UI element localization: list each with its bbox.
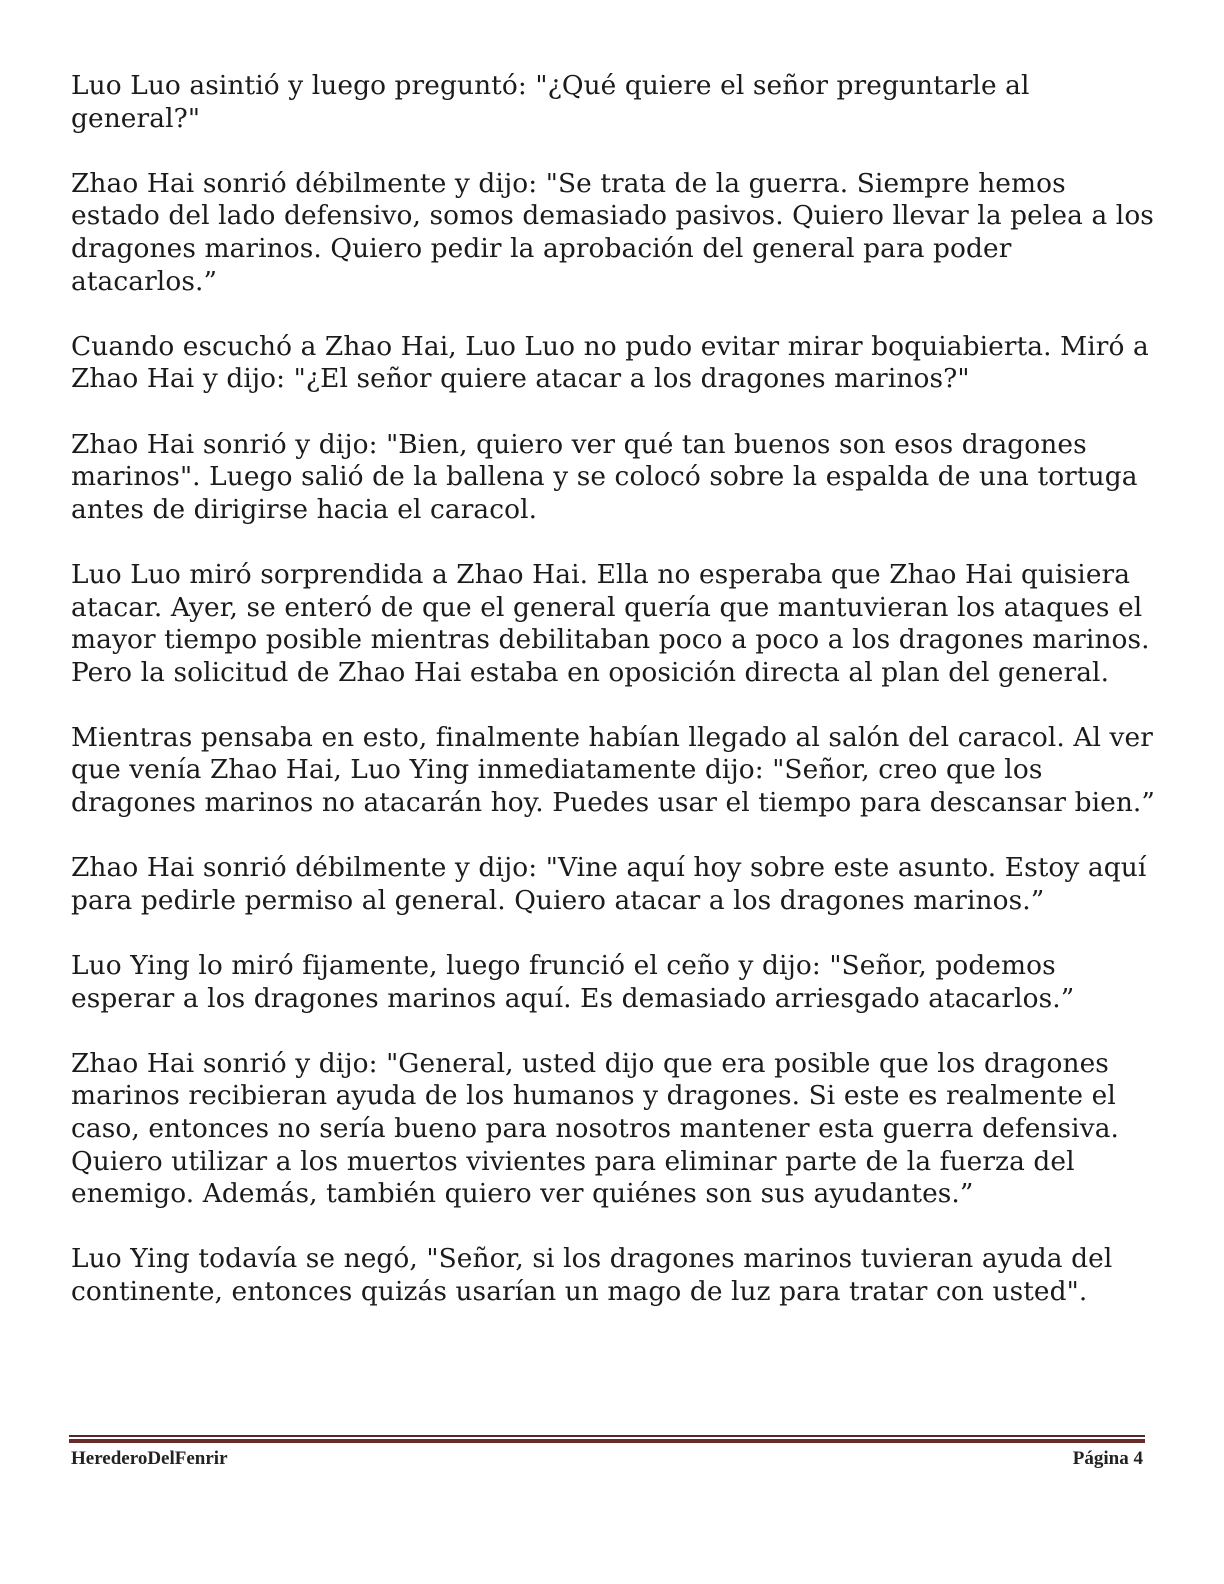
paragraph: Mientras pensaba en esto, finalmente habían llegado al salón del caracol. Al ver que venía Zhao Hai, Luo Ying inmediatamente dijo: "Señor, creo que los dragones marinos no atacarán hoy. Puedes usar el tiempo para descansar bien.”	[71, 721, 1156, 819]
footer-divider-thin-line	[69, 1435, 1145, 1437]
paragraph: Zhao Hai sonrió débilmente y dijo: "Se trata de la guerra. Siempre hemos estado del lado defensivo, somos demasiado pasivos. Quiero llevar la pelea a los dragones marinos. Quiero pedir la aprobación del general para poder atacarlos.”	[71, 167, 1154, 297]
paragraph: Zhao Hai sonrió y dijo: "Bien, quiero ver qué tan buenos son esos dragones marinos". Luego salió de la ballena y se colocó sobre la espalda de una tortuga antes de dirigirse hacia el caracol.	[71, 428, 1138, 525]
paragraph: Zhao Hai sonrió débilmente y dijo: "Vine aquí hoy sobre este asunto. Estoy aquí para pedirle permiso al general. Quiero atacar a los dragones marinos.”	[71, 852, 1147, 916]
footer-page-number: Página 4	[1072, 1448, 1143, 1469]
page-body	[71, 70, 1156, 1341]
paragraph: Luo Luo asintió y luego preguntó: "¿Qué quiere el señor preguntarle al general?"	[71, 70, 1030, 134]
paragraph: Zhao Hai sonrió y dijo: "General, usted dijo que era posible que los dragones marinos recibieran ayuda de los humanos y dragones. Si este es realmente el caso, entonces no sería bueno para nosotros mantener esta guerra defensiva. Quiero utilizar a los muertos vivientes para eliminar parte de la fuerza del enemigo. Además, también quiero ver quiénes son sus ayudantes.”	[71, 1047, 1120, 1210]
footer-author: HerederoDelFenrir	[71, 1448, 228, 1469]
page-footer	[71, 1448, 1143, 1472]
paragraph: Cuando escuchó a Zhao Hai, Luo Luo no pudo evitar mirar boquiabierta. Miró a Zhao Hai y dijo: "¿El señor quiere atacar a los dragones marinos?"	[71, 330, 1149, 395]
paragraph: Luo Luo miró sorprendida a Zhao Hai. Ella no esperaba que Zhao Hai quisiera atacar. Ayer, se enteró de que el general quería que mantuvieran los ataques el mayor tiempo posible mientras debilitaban poco a poco a los dragones marinos. Pero la solicitud de Zhao Hai estaba en oposición directa al plan del general.	[71, 558, 1150, 688]
footer-divider	[69, 1435, 1145, 1443]
footer-divider-thick-line	[69, 1439, 1145, 1443]
paragraph: Luo Ying lo miró fijamente, luego frunció el ceño y dijo: "Señor, podemos esperar a los dragones marinos aquí. Es demasiado arriesgado atacarlos.”	[71, 950, 1075, 1014]
paragraph: Luo Ying todavía se negó, "Señor, si los dragones marinos tuvieran ayuda del continente, entonces quizás usarían un mago de luz para tratar con usted".	[71, 1243, 1113, 1307]
